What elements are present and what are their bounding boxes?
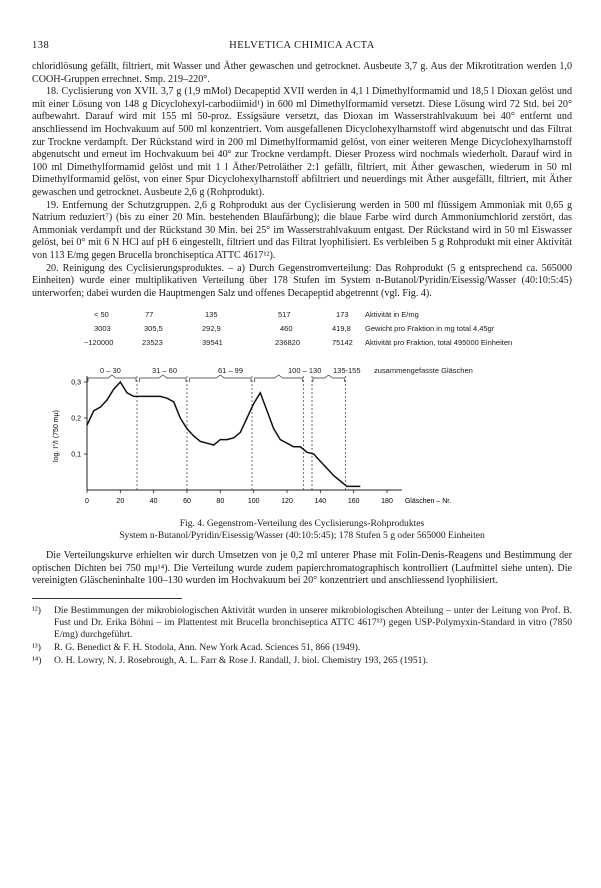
footnote-number: ¹⁴) [32,655,42,667]
fraction-label: 0 – 30 [100,366,121,376]
footnote-text: R. G. Benedict & F. H. Stodola, Ann. New York Acad. Sciences 51, 866 (1949). [54,642,361,654]
series-line [87,382,360,486]
footnote-14 [32,655,572,667]
fraction-brace [140,375,186,382]
table-cell: < 50 [94,310,109,320]
paragraph-3: 19. Entfernung der Schutzgruppen. 2,6 g Rohprodukt aus der Cyclisierung werden in 500 ml flüssigem Ammoniak mit 0,65 g Natrium reduziert⁷) (bis zu einer 20 Min. bestehenden Blaufärbung); die blaue Farbe wird durch Ammoniumchlorid zerstört, das Ammoniak verdampft und der Rückstand 30 Min. bei 25° im Wasserstrahlvakuum entgast. Der Rückstand wird in 50 ml Eiswasser gelöst, bei 0° mit 6 N HCl auf pH 6 eingestellt, filtriert und das Filtrat lyophilisiert. Es verbleiben 5 g Rohprodukt mit einer Aktivität von 113 E/mg gegen Brucella bronchiseptica ATTC 4617¹²). [32,199,572,261]
x-tick-label: 100 [247,498,260,506]
x-tick-label: 80 [216,498,225,506]
table-cell: 135 [205,310,218,320]
table-row-label: Aktivität in E/mg [365,310,419,320]
fraction-brace [255,375,303,382]
x-tick-label: 60 [183,498,191,506]
table-cell: 75142 [332,338,353,348]
table-cell: 173 [336,310,349,320]
table-cell: 419,8 [332,324,351,334]
table-cell: 292,9 [202,324,221,334]
x-tick-label: 160 [347,498,360,506]
x-tick-label: 140 [314,498,327,506]
x-axis-label: Gläschen – Nr. [404,498,452,506]
journal-title: HELVETICA CHIMICA ACTA [229,40,375,51]
y-axis-label: log. I°/I (750 mμ) [53,410,60,463]
table-cell: ~120000 [84,338,114,348]
running-header [32,40,572,51]
plot-layer [52,375,451,505]
x-tick-label: 40 [149,498,158,506]
y-tick-label: 0,2 [71,415,81,423]
table-cell: 23523 [142,338,163,348]
x-tick-label: 20 [116,498,125,506]
distribution-chart [32,308,572,516]
caption-line-1: Fig. 4. Gegenstrom-Verteilung des Cyclisierungs-Rohproduktes [179,518,425,530]
y-tick-label: 0,1 [71,451,81,459]
paragraph-after-figure: Die Verteilungskurve erhielten wir durch Umsetzen von je 0,2 ml unterer Phase mit Folin-Denis-Reagens und Bestimmung der optischen Dichten bei 750 mμ¹⁴). Die Verteilung wurde zudem papierchromatographisch kontrolliert (Laufmittel siehe unten). Die vereinigten Gläscheninhalte 100–130 wurden im Hochvakuum bei 20° konzentriert und anschliessend lyophilisiert. [32,550,572,587]
fraction-label: 135-155 [333,366,361,376]
fraction-brace [313,375,344,382]
y-tick-label: 0,3 [71,379,81,387]
footnote-12 [32,605,572,641]
table-cell: 236820 [275,338,301,348]
table-cell: 305,5 [144,324,163,334]
table-cell: 3003 [94,324,111,334]
table-cell: 39541 [202,338,223,348]
footnote-number: ¹²) [32,605,41,617]
fraction-brace [88,375,136,382]
figure-caption [32,518,572,542]
fraction-label: 61 – 99 [218,366,244,376]
paragraph-1: chloridlösung gefällt, filtriert, mit Wasser und Äther gewaschen und getrocknet. Ausbeute 3,7 g. Aus der Mikrotitration werden 1,0 COOH-Gruppen errechnet. Smp. 219–220°. [32,61,572,85]
paragraph-4: 20. Reinigung des Cyclisierungsproduktes. – a) Durch Gegenstromverteilung: Das Rohprodukt (5 g entsprechend ca. 565000 Einheiten) wurde einer multiplikativen Verteilung über 178 Stufen im System n-Butanol/Pyridin/Eisessig/Wasser (40:10:5:45) unterworfen; dabei wurden die Hauptmengen Salz und offenes Decapeptid abgetrennt (vgl. Fig. 4). [32,262,572,299]
fraction-label: zusammengefasste Gläschen [374,366,473,376]
x-tick-label: 0 [85,498,89,506]
footnote-separator [32,598,182,599]
fraction-brace [190,375,251,382]
footnote-13 [32,642,572,654]
footnote-text: O. H. Lowry, N. J. Rosebrough, A. L. Farr & Rose J. Randall, J. biol. Chemistry 193, 265 (1951). [54,655,429,667]
figure-4 [32,308,572,516]
fraction-label: 100 – 130 [288,366,322,376]
x-tick-label: 120 [281,498,293,506]
paragraph-2: 18. Cyclisierung von XVII. 3,7 g (1,9 mMol) Decapeptid XVII werden in 4,1 l Dimethylformamid und 18,5 l Dioxan gelöst und mit einer Lösung von 148 g Dicyclohexyl-carbodiimid¹) in 600 ml Dimethylformamid versetzt. Diese Lösung wird 72 Std. bei 20° aufbewahrt. Darauf wird mit 155 ml 50-proz. Essigsäure versetzt, das Dioxan im Wasserstrahlvakuum bei 40° entfernt und anschliessend im Hochvakuum auf 500 ml konzentriert. Vom ausgefallenen Dicyclohexylharnstoff wird abgenutscht und das Filtrat zur Trockne verdampft. Der Rückstand wird in 200 ml Dimethylformamid gelöst, von einer weiteren Menge Dicyclohexylharnstoff abgenutscht und erneut im Hochvakuum bei 40° zur Trockne verdampft. Dieser Prozess wird nochmals wiederholt. Darauf wird in 100 ml Dimethylformamid gelöst und mit 1 l Äther/Petroläther 2:1 gefällt, filtriert, mit Äther gewaschen, wiederum in 50 ml Dimethylformamid gelöst, von einer Spur Dicyclohexylharnstoff abfiltriert und neuerdings mit Äther ausgefällt, filtriert, mit Äther gewaschen und getrocknet. Ausbeute 2,6 g (Rohprodukt). [32,86,572,198]
table-cell: 517 [278,310,291,320]
page [32,40,572,668]
table-row-label: Aktivität pro Fraktion, total 495000 Einheiten [365,338,513,348]
table-cell: 460 [280,324,293,334]
table-row-label: Gewicht pro Fraktion in mg total 4,45gr [365,324,495,334]
footnote-number: ¹³) [32,642,41,654]
footnote-text: Die Bestimmungen der mikrobiologischen Aktivität wurden in unserer mikrobiologischen Abteilung – unter der Leitung von Prof. B. Fust und Dr. Erika Böhni – im Plattentest mit Brucella bronchiseptica ATTC 4617¹³) gegen USP-Polymyxin-Standard in vitro (7850 E/mg) durchgeführt. [54,605,572,641]
x-tick-label: 180 [381,498,393,506]
page-number: 138 [32,40,50,51]
table-cell: 77 [145,310,154,320]
caption-line-2: System n-Butanol/Pyridin/Eisessig/Wasser (40:10:5:45); 178 Stufen 5 g oder 565000 Einheiten [119,530,485,542]
fraction-label: 31 – 60 [152,366,178,376]
